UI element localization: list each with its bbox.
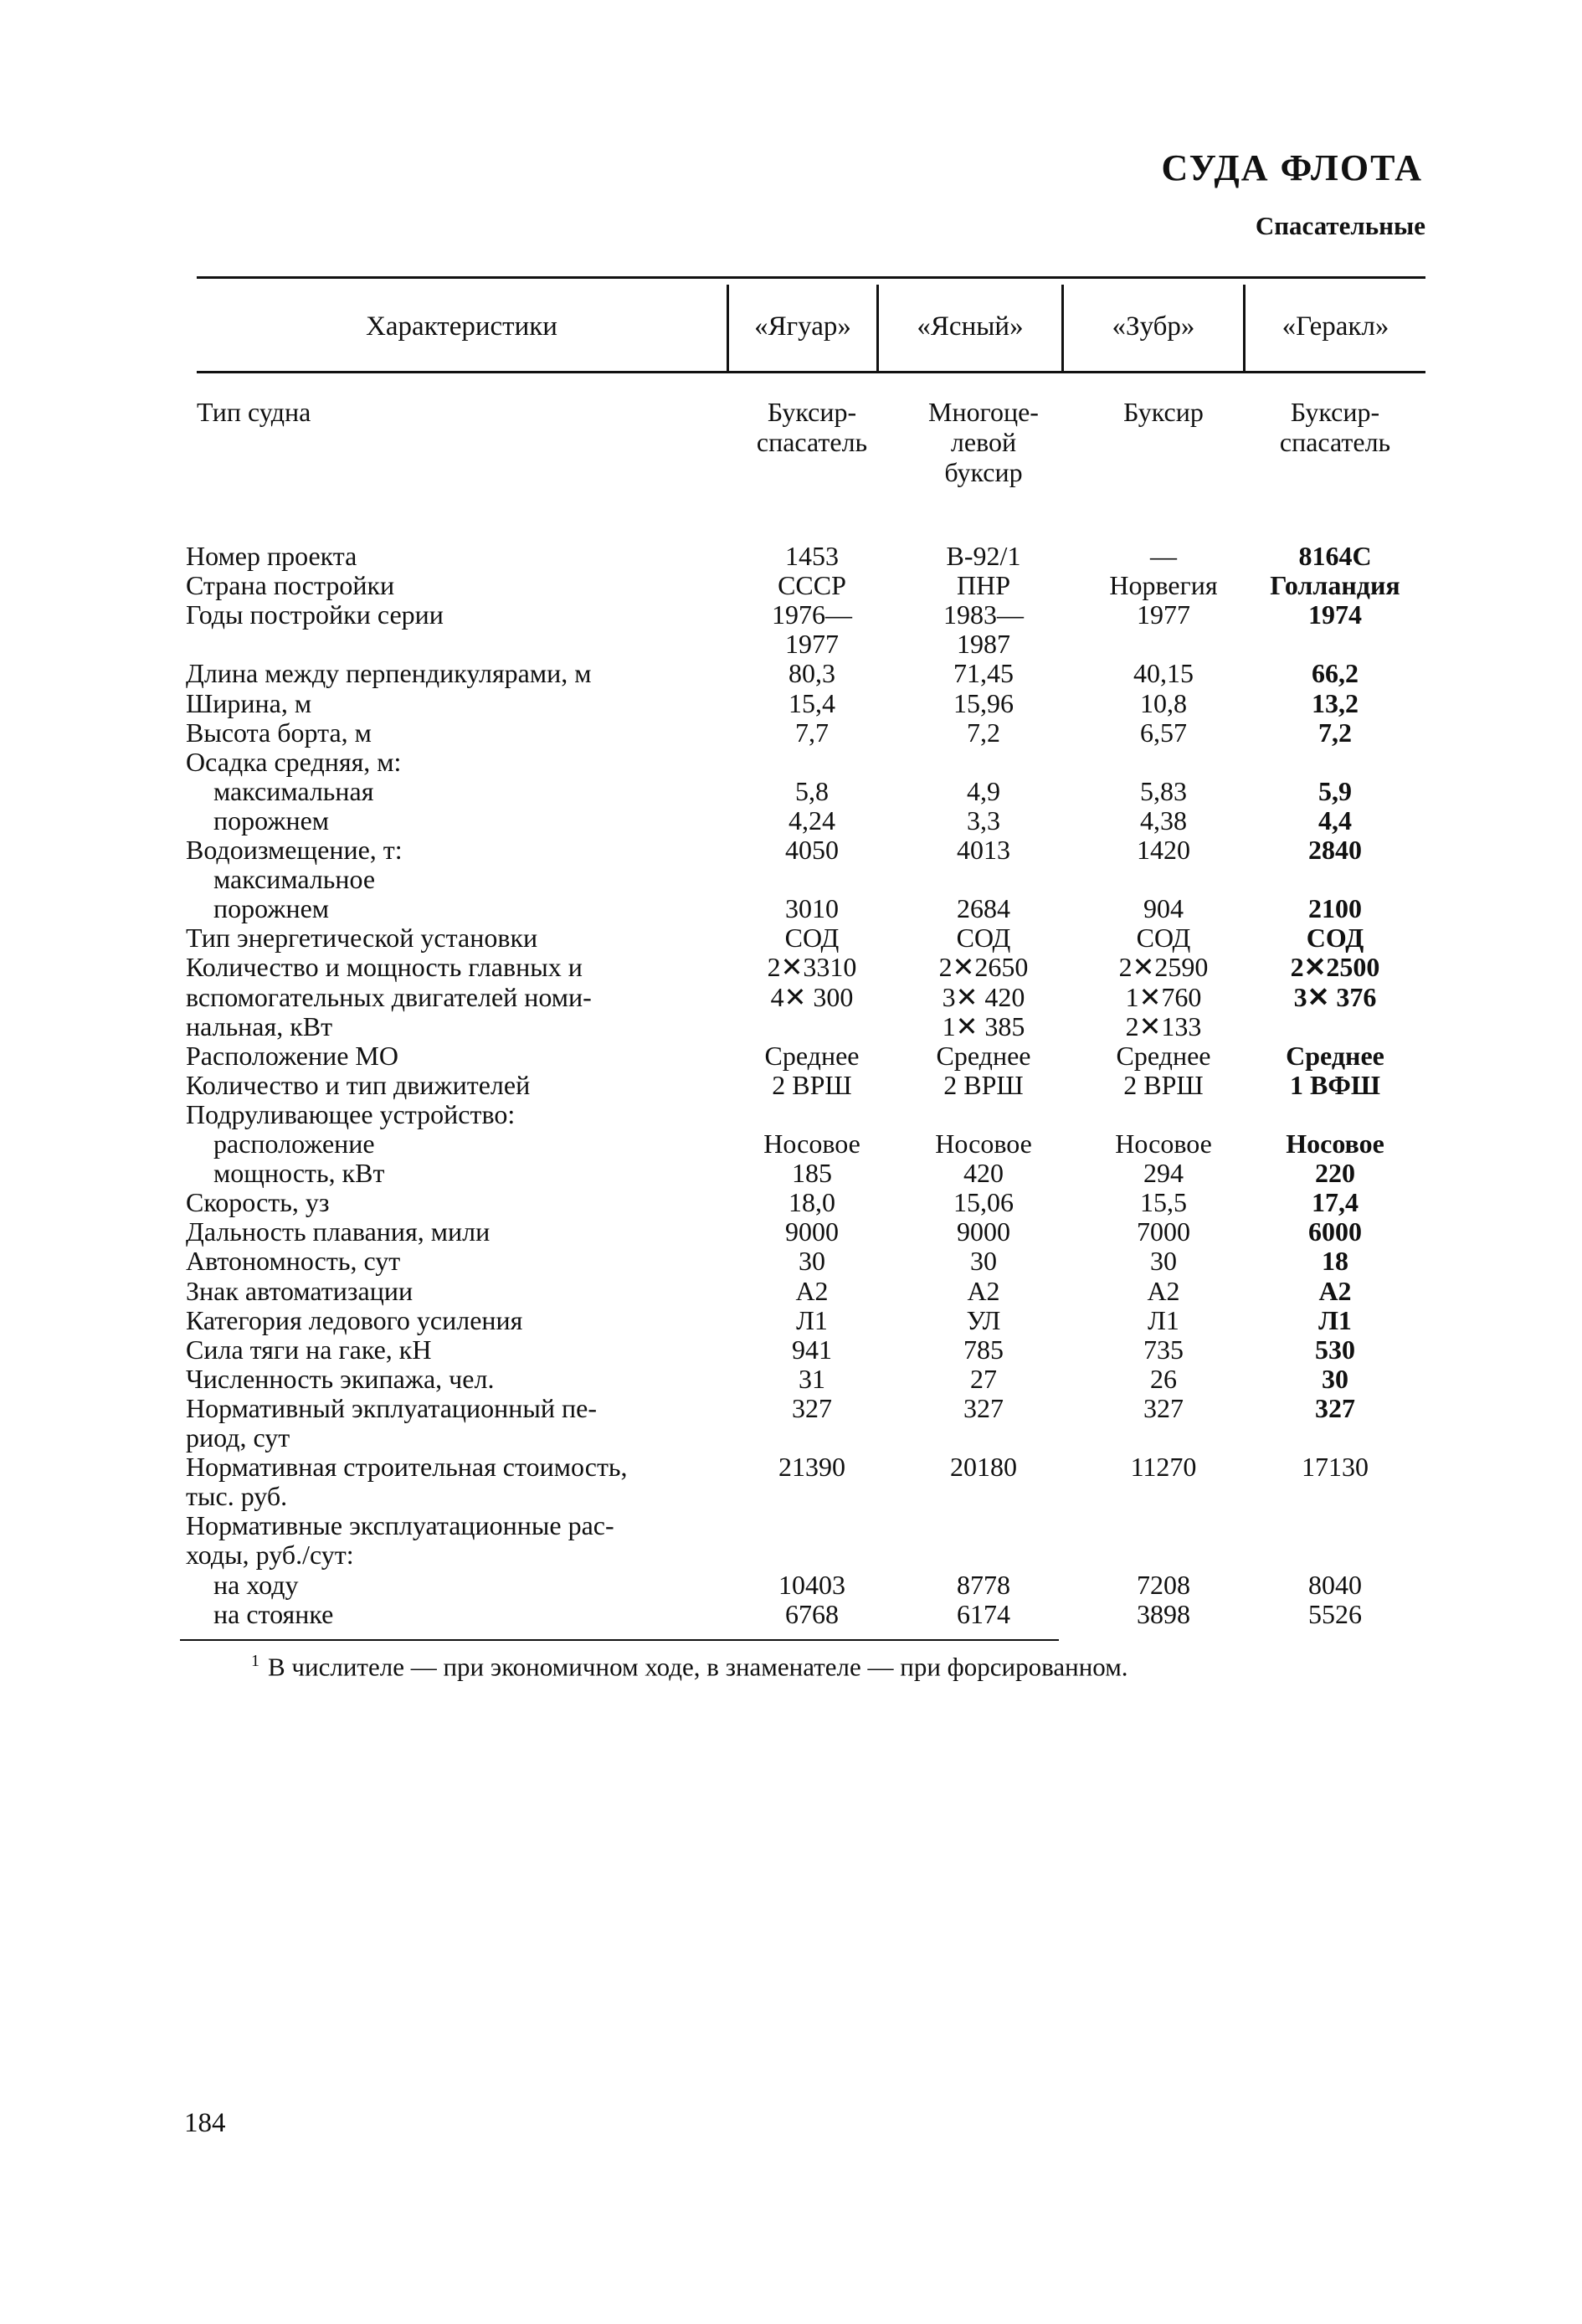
- cell-zubr: 7000: [1137, 1216, 1190, 1247]
- cell-yaguar: Среднее: [764, 1040, 860, 1071]
- cell-zubr: 3898: [1137, 1598, 1190, 1629]
- header-ship-gerakl: «Геракл»: [1282, 311, 1389, 342]
- cell-zubr: 327: [1143, 1392, 1184, 1423]
- cell-gerakl: 3✕ 376: [1293, 981, 1377, 1012]
- section-title: СУДА ФЛОТА: [1161, 147, 1423, 188]
- table-row: [0, 600, 1582, 630]
- type-yaguar: Буксир-: [767, 397, 857, 427]
- cell-gerakl: 7,2: [1318, 717, 1352, 748]
- row-label: Высота борта, м: [186, 717, 372, 748]
- table-row: [0, 1511, 1582, 1540]
- type-zubr: Буксир: [1123, 397, 1204, 427]
- table-row: [0, 1188, 1582, 1217]
- row-label: Годы постройки серии: [186, 600, 444, 630]
- table-row: [0, 1071, 1582, 1100]
- row-label: Нормативная строительная стоимость,: [186, 1452, 628, 1483]
- row-label: ходы, руб./сут:: [186, 1540, 354, 1571]
- cell-yaguar: 30: [799, 1246, 825, 1277]
- row-label: Численность экипажа, чел.: [186, 1364, 495, 1394]
- cell-zubr: 1✕760: [1125, 981, 1202, 1012]
- cell-yaguar: 4✕ 300: [770, 981, 854, 1012]
- table-row: [0, 659, 1582, 688]
- cell-gerakl: 17130: [1302, 1452, 1369, 1483]
- cell-yasny: 4,9: [967, 775, 1000, 806]
- cell-zubr: 30: [1150, 1246, 1177, 1277]
- table-row: [0, 542, 1582, 571]
- cell-yasny: Носовое: [935, 1129, 1032, 1159]
- cell-zubr: Норвегия: [1109, 570, 1218, 601]
- cell-yasny: 7,2: [967, 717, 1000, 748]
- cell-gerakl: 530: [1315, 1334, 1355, 1365]
- cell-gerakl: 327: [1315, 1392, 1355, 1423]
- cell-gerakl: 2✕2500: [1290, 952, 1380, 983]
- cell-zubr: 1977: [1137, 599, 1190, 630]
- row-label: Автономность, сут: [186, 1247, 401, 1277]
- row-label: Номер проекта: [186, 542, 357, 571]
- cell-gerakl: 8040: [1308, 1569, 1362, 1600]
- type-yasny: левой: [950, 427, 1017, 457]
- cell-zubr: —: [1150, 541, 1177, 571]
- cell-gerakl: 1 ВФШ: [1290, 1069, 1380, 1100]
- table-row: [0, 894, 1582, 923]
- cell-gerakl: Л1: [1318, 1304, 1352, 1335]
- row-label: мощность, кВт: [213, 1159, 385, 1189]
- cell-zubr: 2✕133: [1125, 1010, 1202, 1041]
- type-yasny: буксир: [944, 457, 1023, 487]
- cell-yaguar: Л1: [796, 1304, 828, 1335]
- cell-yasny: 2✕2650: [938, 952, 1029, 983]
- cell-yaguar: Носовое: [763, 1129, 860, 1159]
- cell-gerakl: 1974: [1308, 599, 1362, 630]
- cell-zubr: 26: [1150, 1363, 1177, 1394]
- type-yasny: Многоце-: [928, 397, 1039, 427]
- cell-yaguar: 18,0: [788, 1187, 835, 1218]
- cell-yasny: 4013: [957, 835, 1010, 865]
- cell-yasny: 15,96: [953, 687, 1014, 718]
- cell-gerakl: СОД: [1306, 923, 1364, 954]
- cell-yaguar: 941: [792, 1334, 832, 1365]
- cell-yaguar: 5,8: [795, 775, 829, 806]
- cell-yaguar: 327: [792, 1392, 832, 1423]
- cell-yaguar: 1977: [785, 629, 839, 660]
- cell-yaguar: СОД: [784, 923, 840, 954]
- row-label: максимальная: [213, 776, 374, 806]
- table-row: [0, 1100, 1582, 1129]
- table-row: [0, 1335, 1582, 1365]
- cell-gerakl: 8164С: [1298, 541, 1372, 571]
- cell-yasny: 6174: [957, 1598, 1010, 1629]
- cell-yaguar: 3010: [785, 893, 839, 924]
- cell-yaguar: 21390: [778, 1452, 845, 1483]
- cell-gerakl: 2100: [1308, 893, 1362, 924]
- cell-zubr: 6,57: [1140, 717, 1187, 748]
- cell-yasny: 9000: [957, 1216, 1010, 1247]
- table-row: [0, 1571, 1582, 1600]
- row-label: Скорость, уз: [186, 1188, 330, 1218]
- cell-gerakl: 4,4: [1318, 805, 1352, 836]
- cell-zubr: 15,5: [1140, 1187, 1187, 1218]
- cell-yasny: СОД: [956, 923, 1011, 954]
- cell-yaguar: 2✕3310: [767, 952, 857, 983]
- row-label: Дальность плавания, мили: [186, 1217, 491, 1247]
- table-row: [0, 1129, 1582, 1159]
- cell-zubr: 5,83: [1140, 775, 1187, 806]
- cell-gerakl: 5526: [1308, 1598, 1362, 1629]
- cell-yasny: 15,06: [953, 1187, 1014, 1218]
- row-label: нальная, кВт: [186, 1011, 333, 1041]
- cell-zubr: 4,38: [1140, 805, 1187, 836]
- row-label: порожнем: [213, 805, 330, 836]
- cell-yasny: ПНР: [956, 570, 1010, 601]
- table-header-rule: [197, 371, 1425, 373]
- table-row: [0, 836, 1582, 865]
- table-row: [0, 1394, 1582, 1423]
- cell-gerakl: 30: [1322, 1363, 1348, 1394]
- row-label: порожнем: [213, 894, 330, 924]
- cell-yasny: УЛ: [966, 1304, 1001, 1335]
- cell-zubr: А2: [1147, 1275, 1180, 1306]
- table-row: [0, 1600, 1582, 1629]
- row-label: Водоизмещение, т:: [186, 836, 403, 865]
- cell-yasny: Среднее: [936, 1040, 1031, 1071]
- table-row: [0, 1482, 1582, 1511]
- row-label: на ходу: [213, 1570, 299, 1600]
- row-label: Осадка средняя, м:: [186, 747, 402, 777]
- cell-yaguar: 4,24: [788, 805, 835, 836]
- cell-yasny: 8778: [957, 1569, 1010, 1600]
- table-row: [0, 1306, 1582, 1335]
- header-ship-yasny: «Ясный»: [917, 311, 1024, 342]
- footnote-rule: [180, 1639, 1059, 1641]
- cell-zubr: Л1: [1148, 1304, 1179, 1335]
- cell-yaguar: 2 ВРШ: [772, 1069, 852, 1100]
- type-gerakl: спасатель: [1279, 427, 1391, 457]
- cell-yaguar: 6768: [785, 1598, 839, 1629]
- cell-gerakl: 220: [1315, 1158, 1355, 1189]
- type-gerakl: Буксир-: [1290, 397, 1380, 427]
- cell-yasny: 1987: [957, 629, 1010, 660]
- cell-gerakl: 2840: [1308, 835, 1362, 865]
- table-row: [0, 689, 1582, 718]
- table-row: [0, 1247, 1582, 1276]
- cell-gerakl: 13,2: [1312, 687, 1359, 718]
- cell-gerakl: 18: [1322, 1246, 1348, 1277]
- table-row: [0, 571, 1582, 600]
- cell-gerakl: А2: [1318, 1275, 1352, 1306]
- table-row: [0, 865, 1582, 894]
- cell-zubr: 7208: [1137, 1569, 1190, 1600]
- cell-zubr: 904: [1143, 893, 1184, 924]
- cell-yasny: 27: [970, 1363, 997, 1394]
- table-row: [0, 1423, 1582, 1452]
- row-label: Количество и мощность главных и: [186, 953, 583, 983]
- cell-zubr: Среднее: [1116, 1040, 1211, 1071]
- cell-zubr: 2 ВРШ: [1123, 1069, 1204, 1100]
- row-label: Тип судна: [197, 398, 311, 427]
- cell-gerakl: Носовое: [1286, 1129, 1384, 1159]
- row-label: расположение: [213, 1129, 375, 1159]
- cell-zubr: Носовое: [1115, 1129, 1212, 1159]
- row-label: Тип энергетической установки: [186, 923, 538, 954]
- row-label: максимальное: [213, 865, 376, 895]
- cell-yaguar: 1453: [785, 541, 839, 571]
- cell-yasny: 71,45: [953, 658, 1014, 689]
- cell-yasny: 3✕ 420: [942, 981, 1025, 1012]
- table-row: [0, 983, 1582, 1012]
- row-label: Знак автоматизации: [186, 1276, 413, 1306]
- cell-gerakl: 5,9: [1318, 775, 1352, 806]
- row-label: Расположение МО: [186, 1041, 398, 1071]
- cell-yasny: 3,3: [967, 805, 1000, 836]
- row-label: риод, сут: [186, 1423, 290, 1452]
- cell-yasny: 327: [963, 1392, 1004, 1423]
- cell-yasny: 2684: [957, 893, 1010, 924]
- row-label: Количество и тип движителей: [186, 1070, 531, 1100]
- cell-yaguar: 9000: [785, 1216, 839, 1247]
- row-label: Нормативный экплуатационный пе-: [186, 1393, 598, 1423]
- cell-yaguar: 185: [792, 1158, 832, 1189]
- cell-yaguar: 4050: [785, 835, 839, 865]
- footnote-marker: 1: [251, 1652, 259, 1670]
- row-label: тыс. руб.: [186, 1482, 288, 1512]
- cell-yaguar: СССР: [778, 570, 846, 601]
- footnote: [251, 1652, 1128, 1682]
- cell-zubr: 294: [1143, 1158, 1184, 1189]
- cell-zubr: 11270: [1130, 1452, 1197, 1483]
- table-row: [0, 1217, 1582, 1247]
- table-row: [0, 1012, 1582, 1041]
- table-row: [0, 953, 1582, 982]
- cell-yasny: 785: [963, 1334, 1004, 1365]
- row-label: Категория ледового усиления: [186, 1305, 523, 1335]
- cell-yasny: 420: [963, 1158, 1004, 1189]
- cell-yasny: 20180: [950, 1452, 1017, 1483]
- row-label: вспомогательных двигателей номи-: [186, 982, 592, 1012]
- table-row: [0, 630, 1582, 659]
- cell-yasny: А2: [967, 1275, 1000, 1306]
- cell-yasny: 30: [970, 1246, 997, 1277]
- row-label: Ширина, м: [186, 688, 312, 718]
- cell-yaguar: 10403: [778, 1569, 845, 1600]
- cell-yaguar: 7,7: [795, 717, 829, 748]
- cell-gerakl: 17,4: [1312, 1187, 1359, 1218]
- cell-zubr: 1420: [1137, 835, 1190, 865]
- table-row: [0, 1540, 1582, 1570]
- cell-zubr: 10,8: [1140, 687, 1187, 718]
- cell-yaguar: 1976—: [772, 599, 852, 630]
- cell-yaguar: А2: [795, 1275, 829, 1306]
- cell-zubr: 40,15: [1133, 658, 1194, 689]
- table-row: [0, 777, 1582, 806]
- cell-gerakl: Голландия: [1270, 570, 1400, 601]
- table-row: [0, 923, 1582, 953]
- row-label: Нормативные эксплуатационные рас-: [186, 1511, 614, 1541]
- type-yaguar: спасатель: [756, 427, 868, 457]
- cell-yaguar: 31: [799, 1363, 825, 1394]
- section-subtitle: Спасательные: [1255, 211, 1425, 240]
- footnote-text: В числителе — при экономичном ходе, в знаменателе — при форсированном.: [268, 1652, 1128, 1682]
- row-label: Длина между перпендикулярами, м: [186, 659, 592, 689]
- table-row: [0, 718, 1582, 748]
- cell-yaguar: 15,4: [788, 687, 835, 718]
- header-ship-yaguar: «Ягуар»: [754, 311, 851, 342]
- row-label: Подруливающее устройство:: [186, 1099, 516, 1129]
- cell-zubr: 735: [1143, 1334, 1184, 1365]
- header-ship-zubr: «Зубр»: [1112, 311, 1195, 342]
- table-row: [0, 1159, 1582, 1188]
- table-row: [0, 1041, 1582, 1071]
- cell-yasny: 1✕ 385: [942, 1010, 1025, 1041]
- row-label: Страна постройки: [186, 571, 395, 601]
- table-row: [0, 806, 1582, 836]
- table-row: [0, 748, 1582, 777]
- cell-gerakl: Среднее: [1286, 1040, 1384, 1071]
- cell-yasny: 2 ВРШ: [943, 1069, 1024, 1100]
- header-characteristics: Характеристики: [366, 311, 557, 342]
- cell-gerakl: 6000: [1308, 1216, 1362, 1247]
- table-row: [0, 1365, 1582, 1394]
- table-row: [0, 1452, 1582, 1482]
- cell-gerakl: 66,2: [1312, 658, 1359, 689]
- cell-zubr: 2✕2590: [1118, 952, 1209, 983]
- cell-yaguar: 80,3: [788, 658, 835, 689]
- cell-zubr: СОД: [1136, 923, 1191, 954]
- table-top-rule: [197, 276, 1425, 279]
- row-label: на стоянке: [213, 1599, 334, 1629]
- table-row: [0, 1277, 1582, 1306]
- cell-yasny: В-92/1: [946, 541, 1021, 571]
- cell-yasny: 1983—: [943, 599, 1024, 630]
- page-number: 184: [184, 2108, 226, 2138]
- row-label: Сила тяги на гаке, кН: [186, 1334, 432, 1365]
